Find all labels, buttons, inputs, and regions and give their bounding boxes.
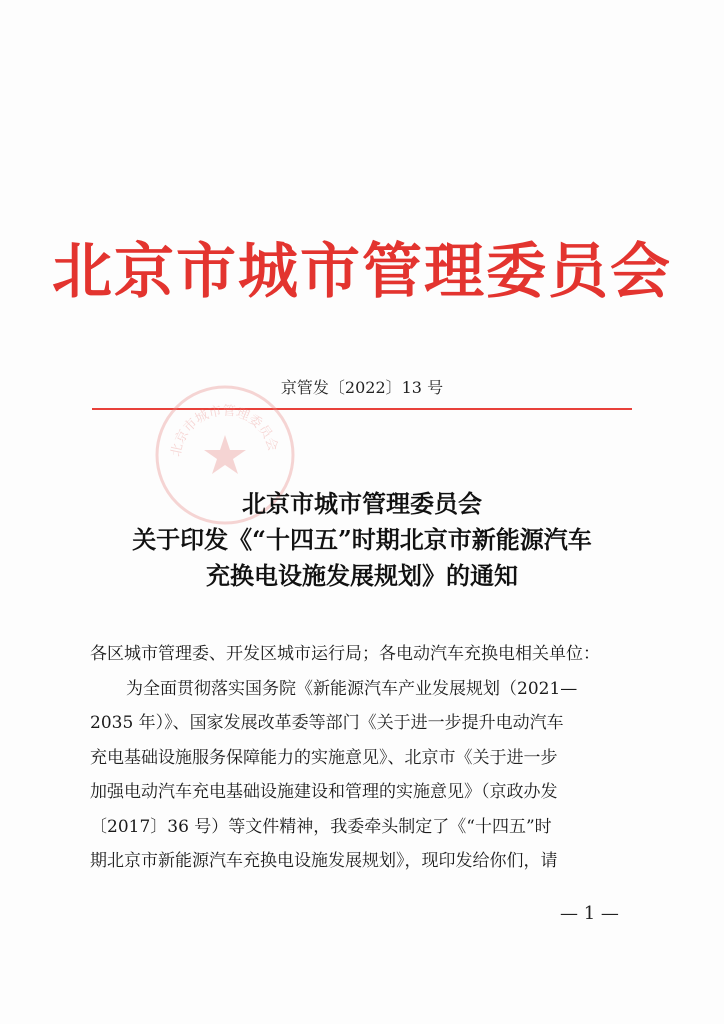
- notice-title: [60, 486, 664, 594]
- notice-body: [90, 637, 650, 879]
- document-number: 京管发〔2022〕13 号: [280, 378, 444, 397]
- notice-title-line: 北京市城市管理委员会: [242, 489, 482, 518]
- paragraph-line: 为全面贯彻落实国务院《新能源汽车产业发展规划（2021—: [126, 678, 578, 699]
- salutation-line: 各区城市管理委、开发区城市运行局；各电动汽车充换电相关单位：: [90, 644, 600, 664]
- notice-title-line: 关于印发《“十四五”时期北京市新能源汽车: [132, 525, 592, 554]
- notice-title-line: 充换电设施发展规划》的通知: [206, 561, 518, 590]
- seal-star-icon: [204, 435, 246, 474]
- paragraph-line: 充电基础设施服务保障能力的实施意见》、北京市《关于进一步: [90, 747, 558, 768]
- paragraph-line: 期北京市新能源汽车充换电设施发展规划》，现印发给你们，请: [90, 851, 558, 871]
- page-number: — 1 —: [560, 903, 619, 924]
- seal-arc-text: 北京市城市管理委员会: [168, 403, 281, 458]
- paragraph-line: 加强电动汽车充电基础设施建设和管理的实施意见》（京政办发: [90, 782, 558, 802]
- masthead-org-name: 北京市城市管理委员会: [52, 237, 672, 307]
- paragraph-line: 〔2017〕36 号）等文件精神，我委牵头制定了《“十四五”时: [90, 816, 552, 837]
- paragraph-line: 2035 年）》、国家发展改革委等部门《关于进一步提升电动汽车: [90, 713, 564, 733]
